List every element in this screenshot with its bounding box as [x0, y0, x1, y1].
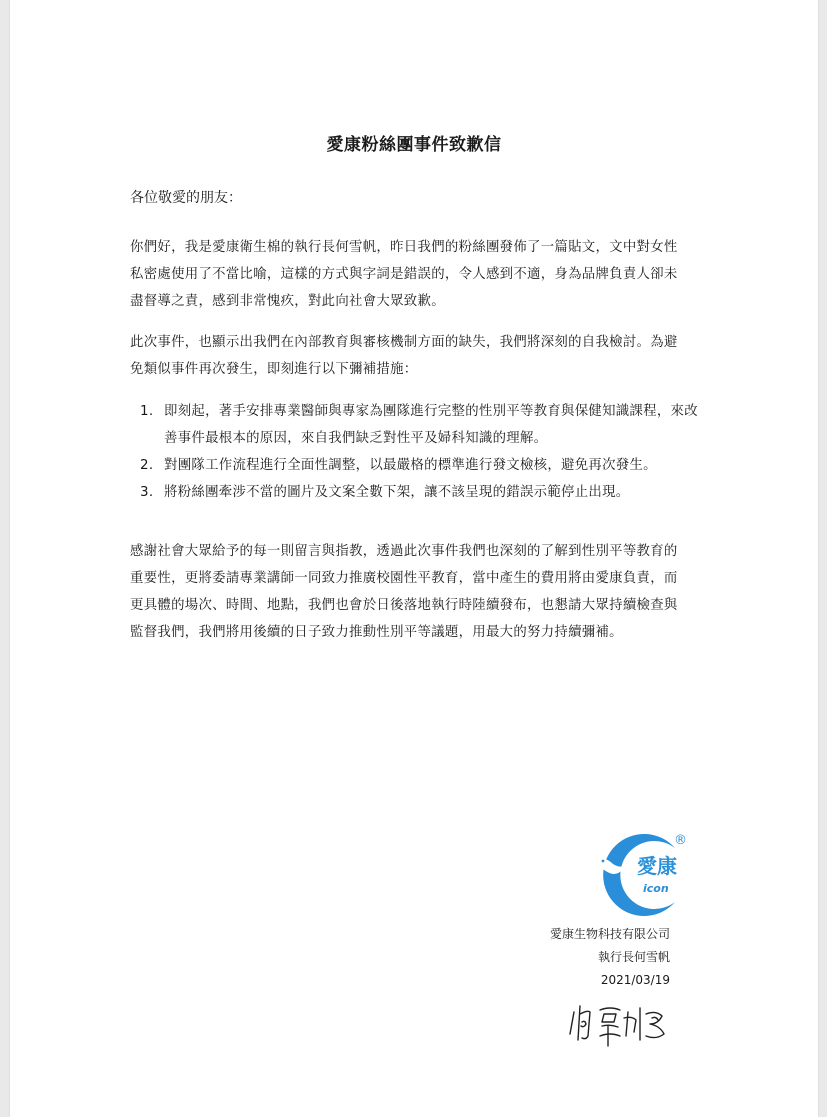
signature: [566, 996, 686, 1052]
logo-text: 愛康: [637, 854, 677, 878]
paragraph-thanks: 感謝社會大眾給予的每一則留言與指教，透過此次事件我們也深刻的了解到性別平等教育的重要性，更將委請專業講師一同致力推廣校園性平教育，當中產生的費用將由愛康負責，而更具體的場次、時間、地點，我們也會於日後落地執行時陸續發布，也懇請大眾持續檢查與監督我們，我們將用後續的日子致力推動性別平等議題，用最大的努力持續彌補。: [130, 544, 678, 640]
letter-title: 愛康粉絲團事件致歉信: [326, 135, 502, 155]
greeting: 各位敬愛的朋友：: [130, 190, 242, 206]
paragraph-apology: 你們好，我是愛康衛生棉的執行長何雪帆，昨日我們的粉絲團發佈了一篇貼文，文中對女性私密處使用了不當比喻，這樣的方式與字詞是錯誤的，令人感到不適，身為品牌負責人卻未盡督導之責，感到非常愧疚，對此向社會大眾致歉。: [130, 240, 678, 309]
list-number: 3.: [140, 485, 154, 500]
list-item: [140, 479, 700, 506]
letter-page: [10, 0, 818, 1117]
list-text: 對團隊工作流程進行全面性調整，以最嚴格的標準進行發文檢核，避免再次發生。: [164, 458, 657, 473]
list-item: [140, 398, 700, 452]
list-item: [140, 452, 700, 479]
executive-name: 執行長何雪帆: [597, 950, 670, 964]
list-text: 即刻起，著手安排專業醫師與專家為團隊進行完整的性別平等教育與保健知識課程，來改善事件最根本的原因，來自我們缺乏對性平及婦科知識的理解。: [164, 404, 698, 446]
list-text: 將粉絲團牽涉不當的圖片及文案全數下架，讓不該呈現的錯誤示範停止出現。: [164, 485, 630, 500]
paragraph-review: 此次事件，也顯示出我們在內部教育與審核機制方面的缺失，我們將深刻的自我檢討。為避免類似事件再次發生，即刻進行以下彌補措施：: [130, 335, 678, 377]
registered-mark: ®: [674, 833, 687, 848]
letter-date: 2021/03/19: [600, 973, 670, 987]
measures-list: [140, 398, 700, 506]
list-number: 1.: [140, 404, 154, 419]
logo-subtext: icon: [643, 882, 669, 895]
company-name: 愛康生物科技有限公司: [549, 927, 670, 941]
list-number: 2.: [140, 458, 154, 473]
